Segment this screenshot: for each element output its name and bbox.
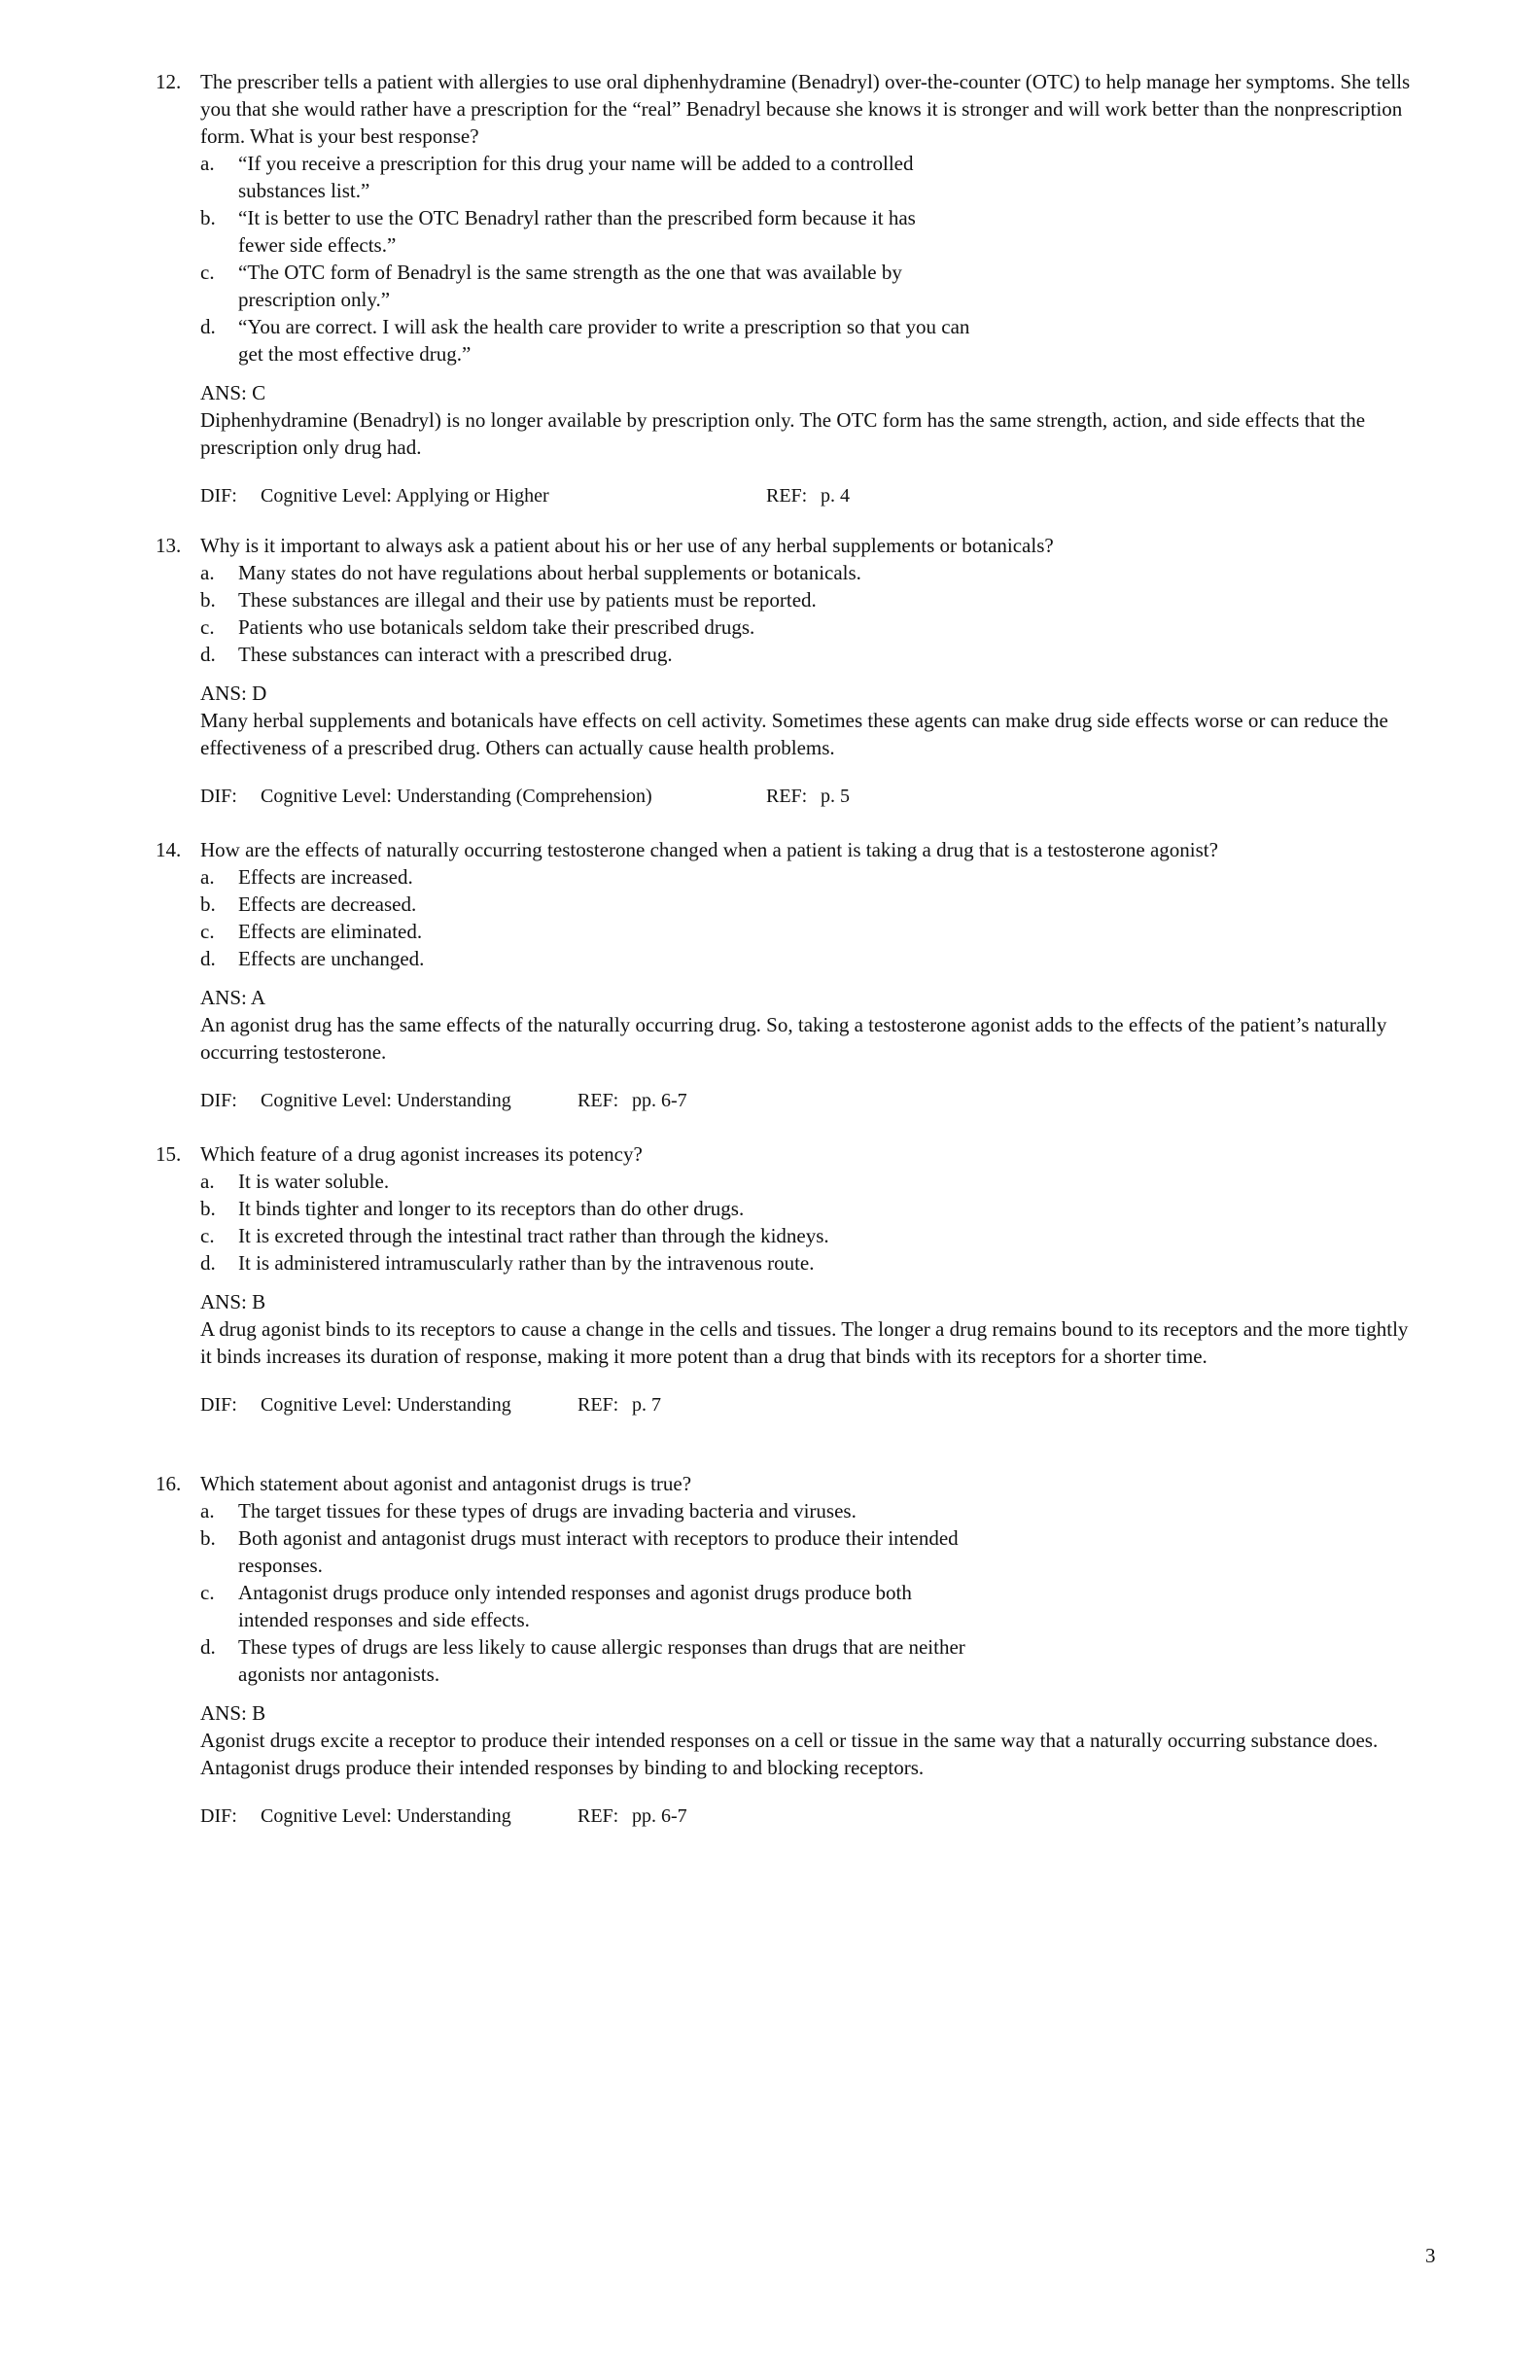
rationale: Agonist drugs excite a receptor to produce their intended responses on a cell or tissue in the same way that a naturally occurring substance does. Antagonist drugs produce their intended responses by binding to and blocking receptors.	[200, 1729, 1379, 1779]
option-c	[156, 1222, 1419, 1249]
answer-options	[156, 150, 1419, 368]
option-c	[156, 259, 977, 313]
option-letter: c.	[200, 615, 215, 639]
question-13	[156, 532, 1419, 810]
dif-label: DIF:	[200, 1394, 237, 1416]
question-stem-line	[156, 1470, 1419, 1497]
option-text: These substances can interact with a prescribed drug.	[238, 643, 673, 666]
dif-value: Cognitive Level: Applying or Higher	[261, 485, 549, 507]
option-text: Many states do not have regulations about herbal supplements or botanicals.	[238, 561, 861, 584]
question-stem: The prescriber tells a patient with allergies to use oral diphenhydramine (Benadryl) over-the-counter (OTC) to help manage her symptoms. She tells you that she would rather have a prescription for the “real” Benadryl because she knows it is stronger and will work better than the nonprescription form. What is your best response?	[200, 70, 1411, 148]
rationale: A drug agonist binds to its receptors to cause a change in the cells and tissues. The longer a drug remains bound to its receptors and the more tightly it binds increases its duration of response, making it more potent than a drug that binds with its receptors for a shorter time.	[200, 1317, 1409, 1368]
dif-value: Cognitive Level: Understanding	[261, 1090, 511, 1111]
option-text: “The OTC form of Benadryl is the same strength as the one that was available by prescription only.”	[238, 261, 902, 311]
ref-label: REF:	[578, 1394, 619, 1416]
option-letter: a.	[200, 1170, 215, 1193]
ref-label: REF:	[578, 1090, 619, 1111]
option-a	[156, 1168, 1419, 1195]
question-meta	[156, 1087, 1419, 1114]
answer-key: ANS: A	[200, 986, 266, 1009]
option-text: It is water soluble.	[238, 1170, 390, 1193]
option-a	[156, 1497, 1419, 1524]
option-text: Effects are increased.	[238, 865, 413, 889]
option-d	[156, 1249, 1419, 1277]
rationale: An agonist drug has the same effects of the naturally occurring drug. So, taking a testosterone agonist adds to the effects of the patient’s naturally occurring testosterone.	[200, 1013, 1387, 1064]
question-number: 14.	[156, 838, 182, 861]
answer-key: ANS: D	[200, 682, 267, 705]
option-c	[156, 1579, 977, 1633]
option-b	[156, 204, 962, 259]
option-a	[156, 559, 1419, 586]
option-text: “You are correct. I will ask the health care provider to write a prescription so that you can get the most effective drug.”	[238, 315, 970, 366]
option-c	[156, 613, 1419, 641]
dif-label: DIF:	[200, 1805, 237, 1827]
question-stem-line	[156, 836, 1419, 863]
question-15	[156, 1140, 1419, 1418]
option-b	[156, 891, 1419, 918]
ref-label: REF:	[578, 1805, 619, 1827]
ref-value: p. 5	[821, 786, 850, 807]
option-text: These types of drugs are less likely to cause allergic responses than drugs that are neither agonists nor antagonists.	[238, 1635, 965, 1686]
option-text: The target tissues for these types of drugs are invading bacteria and viruses.	[238, 1499, 857, 1522]
option-letter: d.	[200, 315, 216, 338]
option-a	[156, 863, 1419, 891]
question-number: 16.	[156, 1472, 182, 1495]
option-text: It binds tighter and longer to its receptors than do other drugs.	[238, 1197, 745, 1220]
option-b	[156, 586, 1419, 613]
option-text: “If you receive a prescription for this drug your name will be added to a controlled substances list.”	[238, 152, 914, 202]
question-stem: Which feature of a drug agonist increases its potency?	[200, 1142, 643, 1166]
ref-value: pp. 6-7	[632, 1805, 687, 1827]
option-b	[156, 1195, 1419, 1222]
option-text: Effects are unchanged.	[238, 947, 425, 970]
option-b	[156, 1524, 977, 1579]
option-letter: b.	[200, 588, 216, 612]
option-text: Antagonist drugs produce only intended responses and agonist drugs produce both intended responses and side effects.	[238, 1581, 912, 1631]
option-letter: b.	[200, 1197, 216, 1220]
ref-label: REF:	[766, 786, 808, 807]
option-text: Effects are eliminated.	[238, 920, 423, 943]
option-letter: b.	[200, 1526, 216, 1550]
question-meta	[156, 783, 1419, 810]
question-stem: Which statement about agonist and antagonist drugs is true?	[200, 1472, 692, 1495]
option-letter: c.	[200, 261, 215, 284]
question-stem-line	[156, 532, 1419, 559]
question-number: 13.	[156, 534, 182, 557]
option-text: “It is better to use the OTC Benadryl rather than the prescribed form because it has fewer side effects.”	[238, 206, 916, 257]
rationale: Many herbal supplements and botanicals have effects on cell activity. Sometimes these agents can make drug side effects worse or can reduce the effectiveness of a prescribed drug. Others can actually cause health problems.	[200, 709, 1388, 759]
answer-options	[156, 559, 1419, 668]
dif-label: DIF:	[200, 485, 237, 507]
dif-value: Cognitive Level: Understanding	[261, 1805, 511, 1827]
option-text: It is administered intramuscularly rather than by the intravenous route.	[238, 1251, 815, 1275]
question-meta	[156, 482, 1419, 509]
question-number: 12.	[156, 70, 182, 93]
option-text: Both agonist and antagonist drugs must interact with receptors to produce their intended responses.	[238, 1526, 959, 1577]
option-letter: c.	[200, 1581, 215, 1604]
question-stem: Why is it important to always ask a patient about his or her use of any herbal supplements or botanicals?	[200, 534, 1054, 557]
option-d	[156, 945, 1419, 972]
ref-value: p. 4	[821, 485, 850, 507]
answer-key: ANS: B	[200, 1701, 266, 1725]
dif-value: Cognitive Level: Understanding (Comprehension)	[261, 786, 652, 807]
option-text: Effects are decreased.	[238, 892, 417, 916]
question-meta	[156, 1391, 1419, 1418]
option-d	[156, 1633, 977, 1688]
option-letter: a.	[200, 152, 215, 175]
option-text: It is excreted through the intestinal tract rather than through the kidneys.	[238, 1224, 829, 1247]
option-letter: d.	[200, 643, 216, 666]
option-letter: a.	[200, 561, 215, 584]
question-16	[156, 1470, 1419, 1830]
option-c	[156, 918, 1419, 945]
option-letter: a.	[200, 1499, 215, 1522]
ref-value: pp. 6-7	[632, 1090, 687, 1111]
dif-value: Cognitive Level: Understanding	[261, 1394, 511, 1416]
option-a	[156, 150, 919, 204]
option-letter: c.	[200, 920, 215, 943]
question-stem-line	[156, 68, 1419, 150]
page-number: 3	[1425, 2244, 1436, 2267]
answer-options	[156, 1168, 1419, 1277]
option-letter: c.	[200, 1224, 215, 1247]
question-meta	[156, 1802, 1419, 1830]
option-letter: d.	[200, 947, 216, 970]
rationale: Diphenhydramine (Benadryl) is no longer available by prescription only. The OTC form has the same strength, action, and side effects that the prescription only drug had.	[200, 408, 1366, 459]
option-d	[156, 313, 977, 368]
dif-label: DIF:	[200, 1090, 237, 1111]
option-d	[156, 641, 1419, 668]
question-stem: How are the effects of naturally occurring testosterone changed when a patient is taking a drug that is a testosterone agonist?	[200, 838, 1218, 861]
option-letter: d.	[200, 1251, 216, 1275]
option-text: Patients who use botanicals seldom take their prescribed drugs.	[238, 615, 755, 639]
answer-key: ANS: C	[200, 381, 266, 404]
option-letter: b.	[200, 892, 216, 916]
ref-value: p. 7	[632, 1394, 661, 1416]
answer-options	[156, 1497, 1419, 1688]
question-number: 15.	[156, 1142, 182, 1166]
question-stem-line	[156, 1140, 1419, 1168]
dif-label: DIF:	[200, 786, 237, 807]
answer-options	[156, 863, 1419, 972]
option-letter: d.	[200, 1635, 216, 1659]
option-letter: a.	[200, 865, 215, 889]
question-14	[156, 836, 1419, 1114]
answer-key: ANS: B	[200, 1290, 266, 1313]
ref-label: REF:	[766, 485, 808, 507]
option-text: These substances are illegal and their use by patients must be reported.	[238, 588, 817, 612]
question-12	[156, 68, 1419, 509]
option-letter: b.	[200, 206, 216, 229]
